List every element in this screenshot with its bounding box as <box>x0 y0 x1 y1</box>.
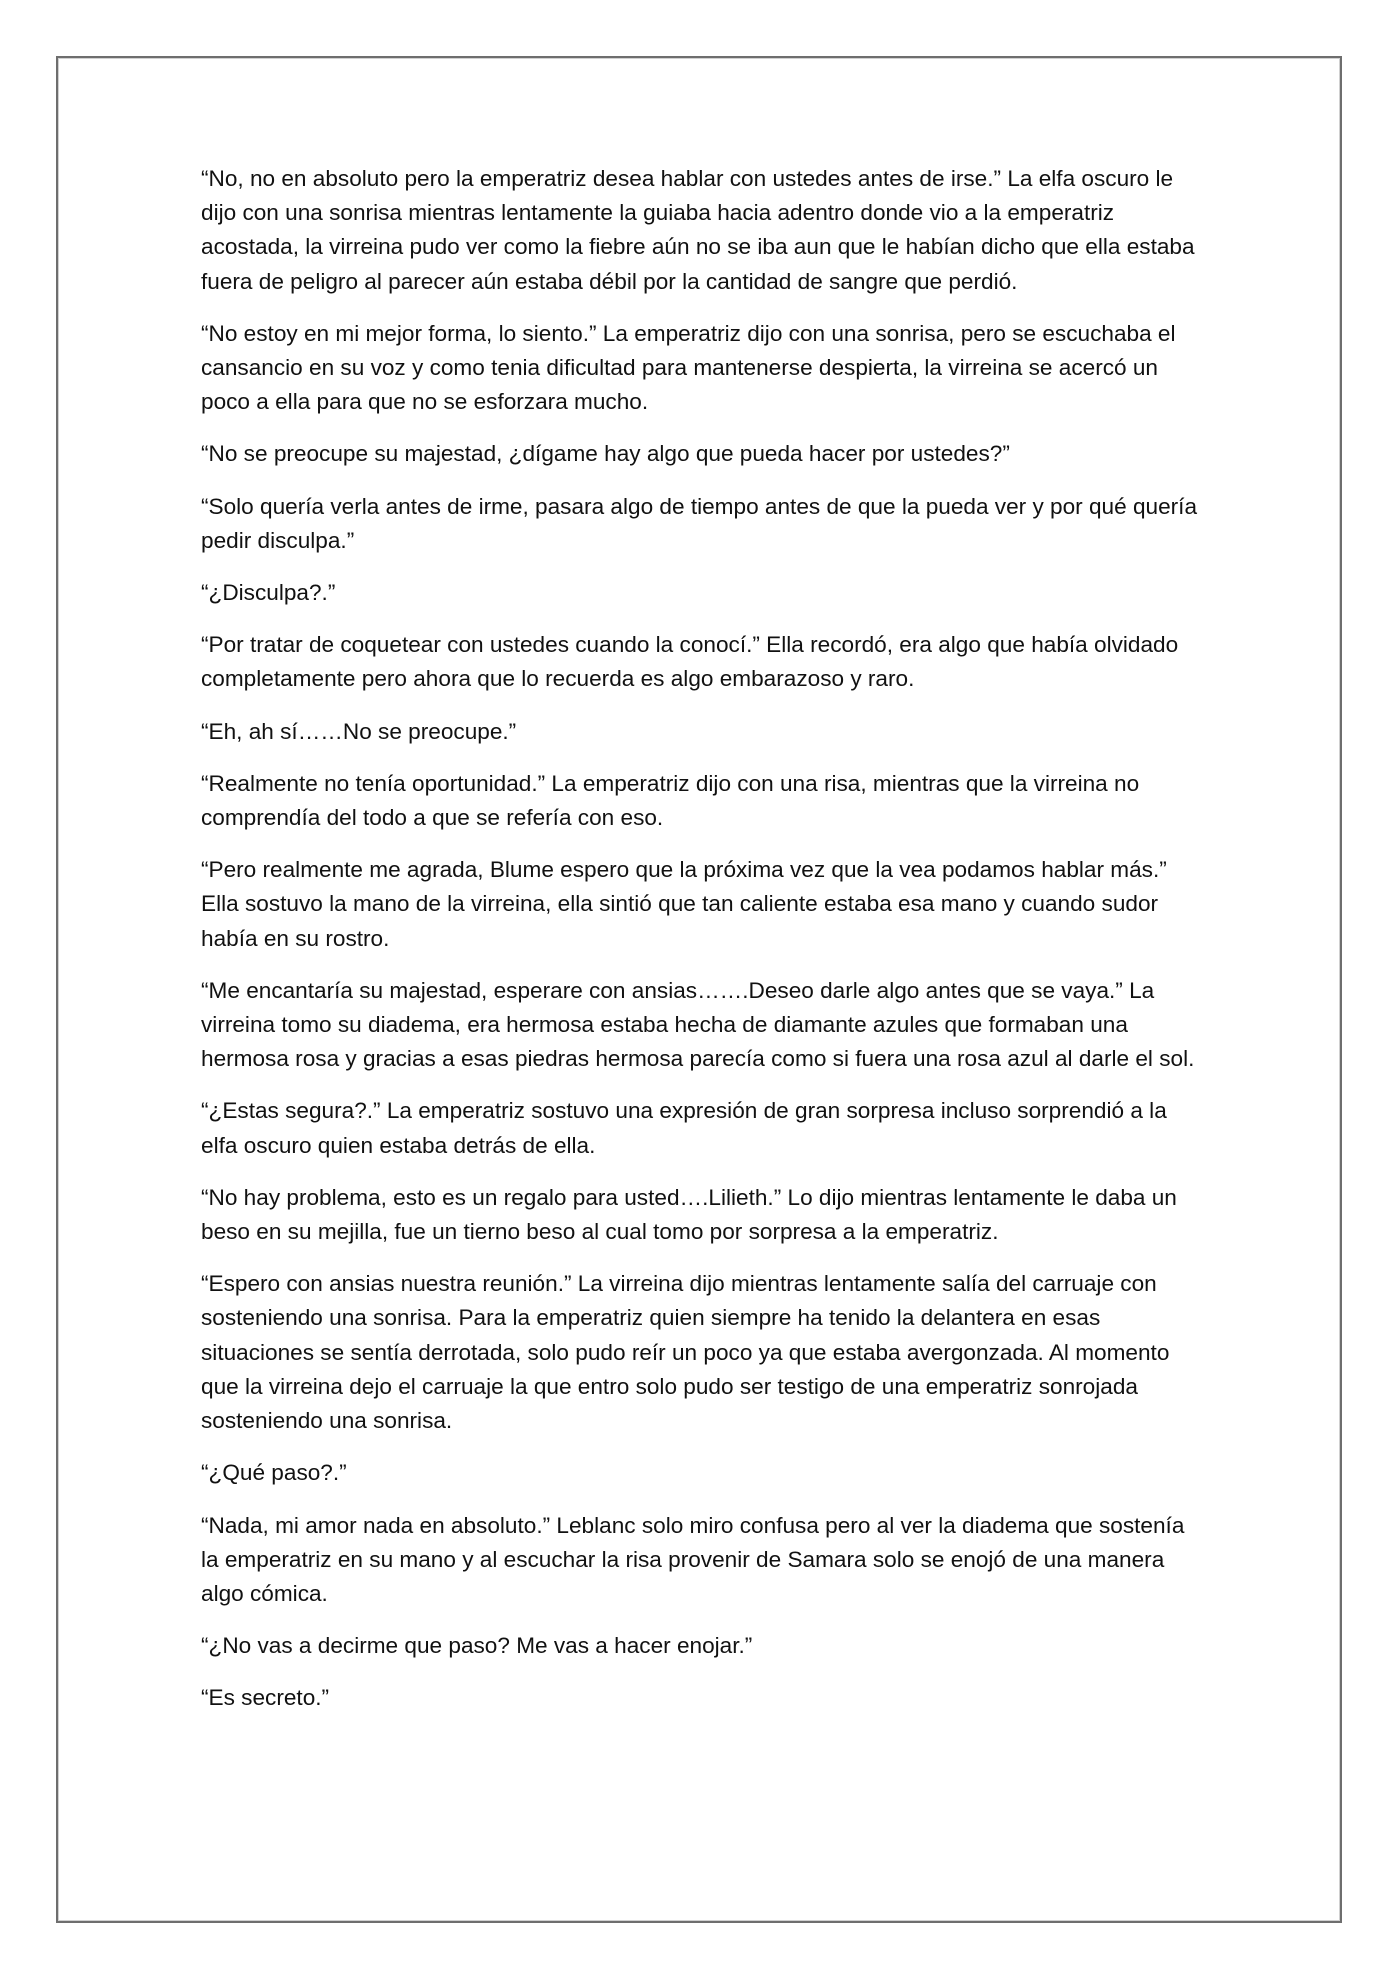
paragraph: “¿Disculpa?.” <box>201 580 336 606</box>
paragraph: “¿Estas segura?.” La emperatriz sostuvo una expresión de gran sorpresa incluso sorprendió a la elfa oscuro quien estaba detrás de ella. <box>201 1098 1167 1158</box>
paragraph: “¿Qué paso?.” <box>201 1460 347 1486</box>
paragraph: “Eh, ah sí……No se preocupe.” <box>201 718 517 744</box>
paragraph: “Es secreto.” <box>201 1685 330 1711</box>
paragraph: “No, no en absoluto pero la emperatriz desea hablar con ustedes antes de irse.” La elfa oscuro le dijo con una sonrisa mientras lentamente la guiaba hacia adentro donde vio a la emperatriz acostada, la virreina pudo ver como la fiebre aún no se iba aun que le habían dicho que ella estaba fuera de peligro al parecer aún estaba débil por la cantidad de sangre que perdió. <box>201 166 1195 294</box>
paragraph: “Espero con ansias nuestra reunión.” La virreina dijo mientras lentamente salía del carruaje con sosteniendo una sonrisa. Para la emperatriz quien siempre ha tenido la delantera en esas situaciones se sentía derrotada, solo pudo reír un poco ya que estaba avergonzada. Al momento que la virreina dejo el carruaje la que entro solo pudo ser testigo de una emperatriz sonrojada sosteniendo una sonrisa. <box>201 1271 1170 1434</box>
paragraph: “Por tratar de coquetear con ustedes cuando la conocí.” Ella recordó, era algo que había olvidado completamente pero ahora que lo recuerda es algo embarazoso y raro. <box>201 632 1179 692</box>
paragraph: “Nada, mi amor nada en absoluto.” Leblanc solo miro confusa pero al ver la diadema que sostenía la emperatriz en su mano y al escuchar la risa provenir de Samara solo se enojó de una manera algo cómica. <box>201 1512 1185 1606</box>
paragraph: “No estoy en mi mejor forma, lo siento.” La emperatriz dijo con una sonrisa, pero se escuchaba el cansancio en su voz y como tenia dificultad para mantenerse despierta, la virreina se acercó un poco a ella para que no se esforzara mucho. <box>201 320 1176 415</box>
paragraph: “Me encantaría su majestad, esperare con ansias…….Deseo darle algo antes que se vaya.” La virreina tomo su diadema, era hermosa estaba hecha de diamante azules que formaban una hermosa rosa y gracias a esas piedras hermosa parecía como si fuera una rosa azul al darle el sol. <box>201 977 1195 1072</box>
paragraph: “Realmente no tenía oportunidad.” La emperatriz dijo con una risa, mientras que la virreina no comprendía del todo a que se refería con eso. <box>201 770 1140 831</box>
paragraph: “No se preocupe su majestad, ¿dígame hay algo que pueda hacer por ustedes?” <box>201 441 1010 467</box>
paragraph: “Solo quería verla antes de irme, pasara algo de tiempo antes de que la pueda ver y por qué quería pedir disculpa.” <box>201 493 1198 553</box>
paragraph: “¿No vas a decirme que paso? Me vas a hacer enojar.” <box>201 1633 753 1659</box>
paragraph: “No hay problema, esto es un regalo para usted….Lilieth.” Lo dijo mientras lentamente le daba un beso en su mejilla, fue un tierno beso al cual tomo por sorpresa a la emperatriz. <box>201 1184 1177 1245</box>
paragraph: “Pero realmente me agrada, Blume espero que la próxima vez que la vea podamos hablar más.” Ella sostuvo la mano de la virreina, ella sintió que tan caliente estaba esa mano y cuando sudor había en su rostro. <box>201 857 1167 951</box>
document-body <box>201 162 1206 1734</box>
